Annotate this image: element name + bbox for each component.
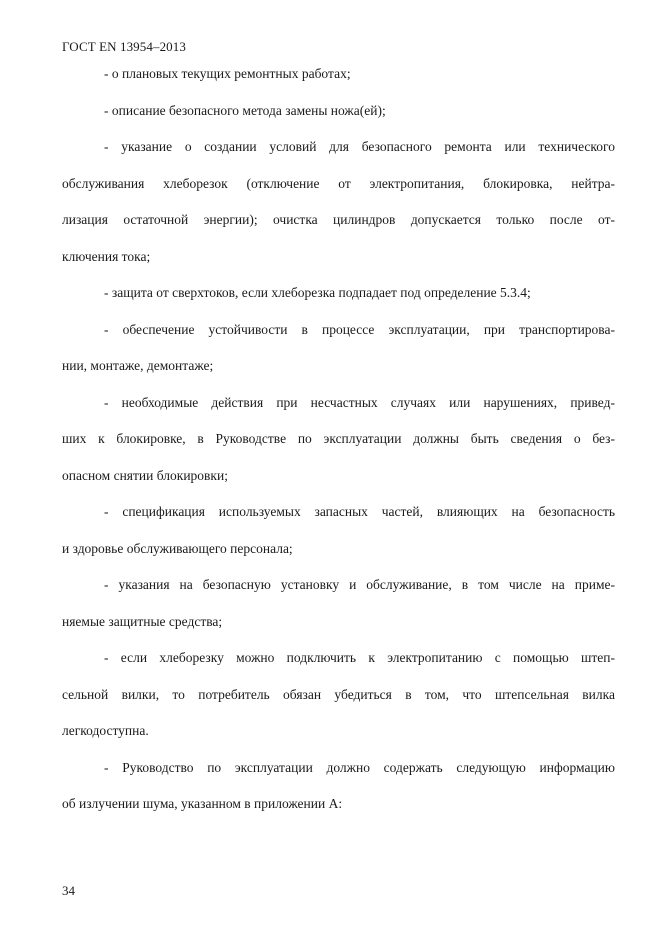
text-line: и здоровье обслуживающего персонала;: [62, 541, 293, 556]
text-line: нии, монтаже, демонтаже;: [62, 358, 214, 373]
text-line: сельной вилки, то потребитель обязан убедиться в том, что штепсельная вилка: [62, 687, 615, 702]
text-line: - Руководство по эксплуатации должно содержать следующую информацию: [104, 760, 615, 775]
text-line: лизация остаточной энергии); очистка цилиндров допускается только после от-: [62, 212, 615, 227]
text-line: - необходимые действия при несчастных случаях или нарушениях, привед-: [104, 395, 615, 410]
text-line: няемые защитные средства;: [62, 614, 223, 629]
text-line: об излучении шума, указанном в приложении А:: [62, 796, 343, 811]
page-number: 34: [62, 883, 75, 898]
text-line: ключения тока;: [62, 249, 151, 264]
text-line: - о плановых текущих ремонтных работах;: [104, 66, 351, 81]
text-line: обслуживания хлеборезок (отключение от электропитания, блокировка, нейтра-: [62, 176, 615, 191]
text-line: - спецификация используемых запасных частей, влияющих на безопасность: [104, 504, 615, 519]
text-line: ших к блокировке, в Руководстве по эксплуатации должны быть сведения о без-: [62, 431, 615, 446]
text-line: опасном снятии блокировки;: [62, 468, 228, 483]
text-line: - описание безопасного метода замены ножа(ей);: [104, 103, 386, 118]
text-line: - обеспечение устойчивости в процессе эксплуатации, при транспортирова-: [104, 322, 615, 337]
document-header: ГОСТ EN 13954–2013: [62, 39, 186, 54]
text-line: - указания на безопасную установку и обслуживание, в том числе на приме-: [104, 577, 615, 592]
text-line: - указание о создании условий для безопасного ремонта или технического: [104, 139, 615, 154]
text-line: легкодоступна.: [62, 723, 149, 738]
text-line: - защита от сверхтоков, если хлеборезка подпадает под определение 5.3.4;: [104, 285, 531, 300]
text-line: - если хлеборезку можно подключить к электропитанию с помощью штеп-: [104, 650, 615, 665]
